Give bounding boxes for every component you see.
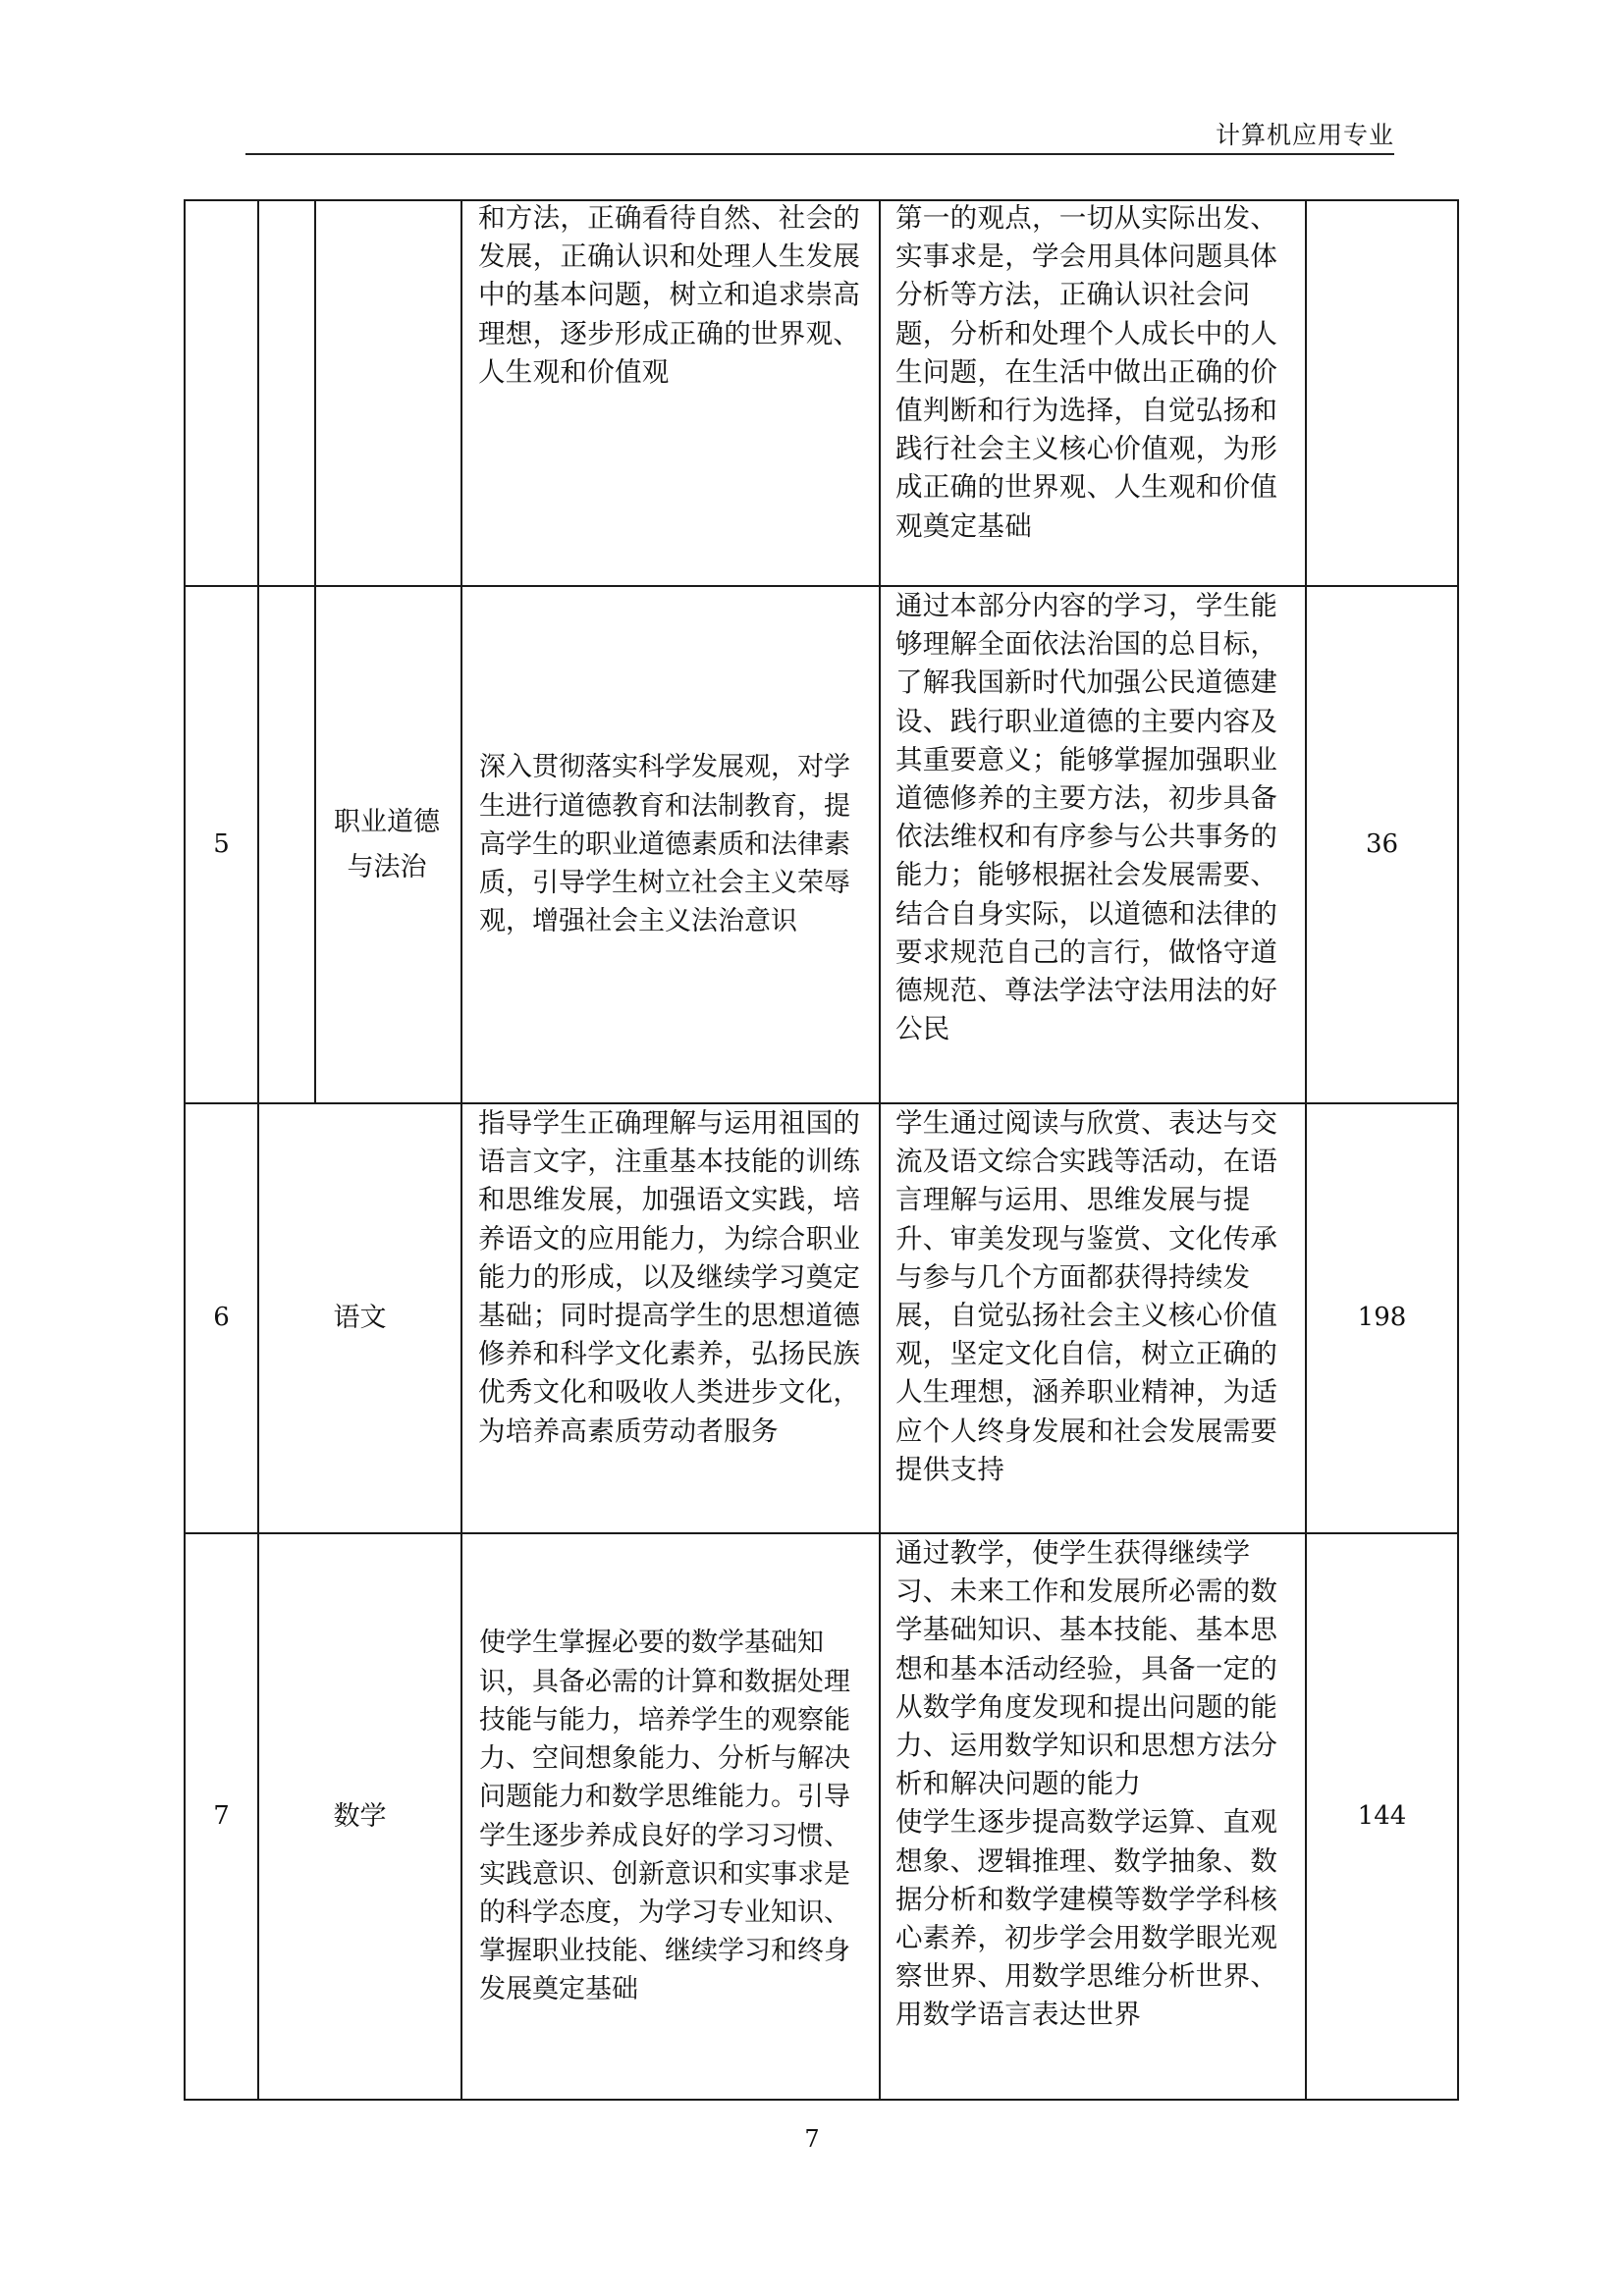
course-name: 职业道德与法治 [334, 806, 440, 882]
goal-cell [469, 1534, 868, 2099]
table-divider [460, 199, 462, 2101]
requirement-cell: 通过教学，使学生获得继续学习、未来工作和发展所必需的数学基础知识、基本技能、基本思想和基本活动经验，具备一定的从数学角度发现和提出问题的能力、运用数学知识和思想方法分析和解决问题的能力 使学生逐步提高数学运算、直观想象、逻辑推理、数学抽象、数据分析和数学建模等数学学科核心素养，初步学会用数学眼光观察世界、用数学思维分析世界、用数学语言表达世界 [895, 1537, 1278, 2031]
page-number: 7 [804, 2125, 820, 2153]
row-number: 5 [213, 828, 230, 859]
hours-cell: 198 [1357, 1303, 1407, 1333]
page-header [245, 110, 1394, 155]
goal-cell: 和方法，正确看待自然、社会的发展，正确认识和处理人生发展中的基本问题，树立和追求崇高理想，逐步形成正确的世界观、人生观和价值观 [478, 202, 861, 388]
header-title: 计算机应用专业 [1215, 121, 1394, 149]
table-divider [879, 199, 881, 2101]
table-divider [314, 199, 316, 1103]
goal-cell: 指导学生正确理解与运用祖国的语言文字，注重基本技能的训练和思维发展，加强语文实践，培养语文的应用能力，为综合职业能力的形成，以及继续学习奠定基础；同时提高学生的思想道德修养和科学文化素养，弘扬民族优秀文化和吸收人类进步文化，为培养高素质劳动者服务 [478, 1107, 861, 1447]
goal-text: 深入贯彻落实科学发展观，对学生进行道德教育和法制教育，提高学生的职业道德素质和法律素质，引导学生树立社会主义荣辱观，增强社会主义法治意识 [479, 752, 850, 937]
course-name: 数学 [333, 1800, 387, 1832]
hours-cell: 36 [1365, 828, 1399, 859]
requirement-cell: 通过本部分内容的学习，学生能够理解全面依法治国的总目标，了解我国新时代加强公民道德建设、践行职业道德的主要内容及其重要意义；能够掌握加强职业道德修养的主要方法，初步具备依法维权和有序参与公共事务的能力；能够根据社会发展需要、结合自身实际，以道德和法律的要求规范自己的言行，做恪守道德规范、尊法学法守法用法的好公民 [895, 590, 1278, 1045]
requirement-cell: 学生通过阅读与欣赏、表达与交流及语文综合实践等活动，在语言理解与运用、思维发展与提升、审美发现与鉴赏、文化传承与参与几个方面都获得持续发展，自觉弘扬社会主义核心价值观，坚定文化自信，树立正确的人生理想，涵养职业精神，为适应个人终身发展和社会发展需要提供支持 [895, 1107, 1278, 1485]
goal-cell [469, 587, 868, 1102]
requirement-cell: 第一的观点，一切从实际出发、实事求是，学会用具体问题具体分析等方法，正确认识社会问题，分析和处理个人成长中的人生问题，在生活中做出正确的价值判断和行为选择，自觉弘扬和践行社会主义核心价值观，为形成正确的世界观、人生观和价值观奠定基础 [895, 202, 1278, 542]
course-name: 语文 [333, 1303, 387, 1334]
table-border-right [1457, 199, 1459, 2101]
hours-cell: 144 [1357, 1800, 1407, 1831]
row-number: 6 [213, 1303, 230, 1333]
row-number: 7 [213, 1800, 230, 1831]
goal-text: 使学生掌握必要的数学基础知识，具备必需的计算和数据处理技能与能力，培养学生的观察能力、空间想象能力、分析与解决问题能力和数学思维能力。引导学生逐步养成良好的学习习惯、实践意识、创新意识和实事求是的科学态度，为学习专业知识、掌握职业技能、继续学习和终身发展奠定基础 [479, 1628, 850, 2005]
table-border-bottom [184, 2099, 1459, 2101]
